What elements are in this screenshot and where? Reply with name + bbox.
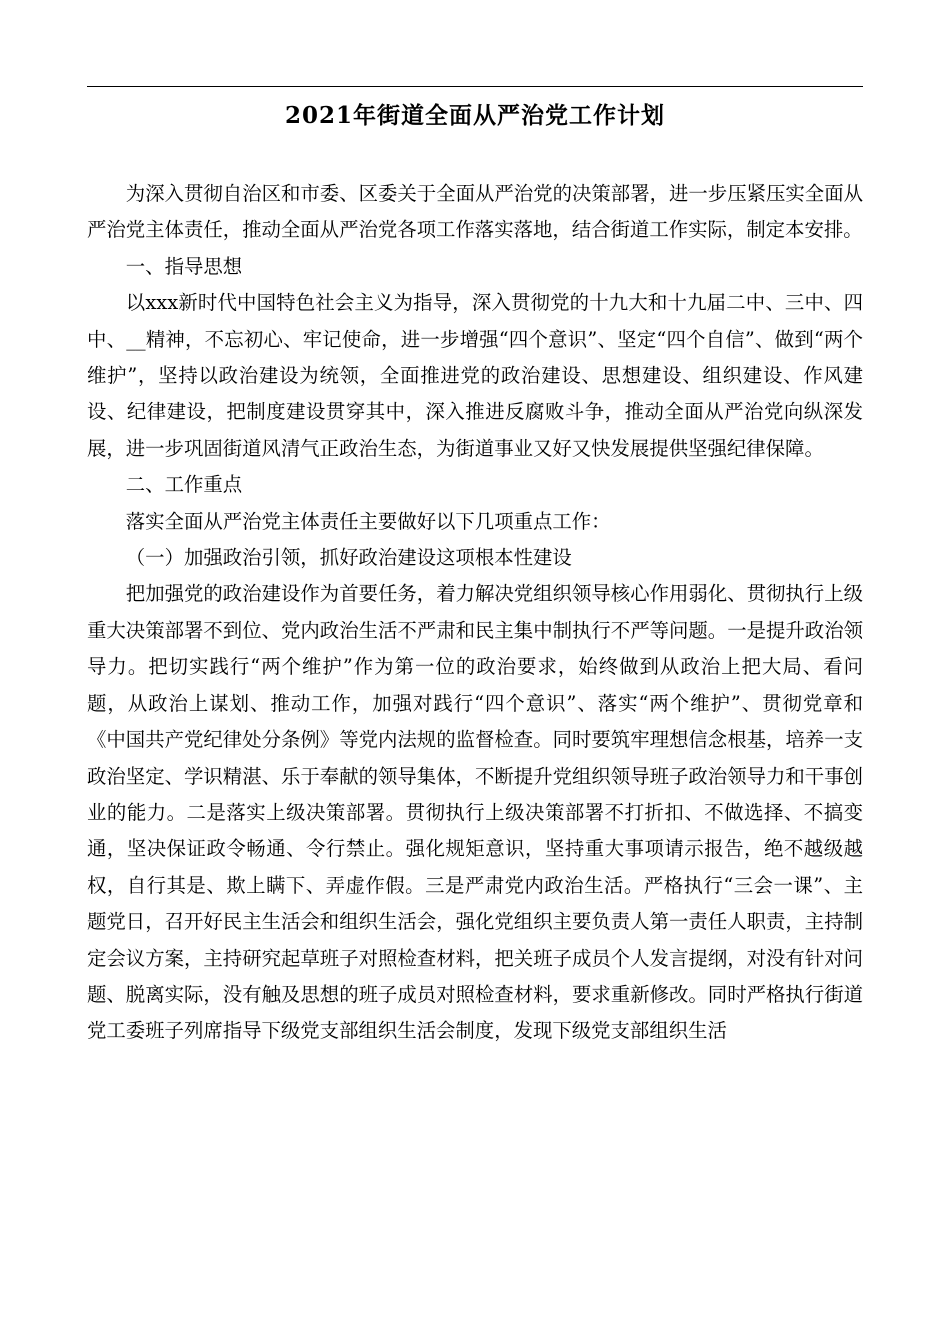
header-rule: [87, 86, 863, 87]
work-focus-intro-paragraph: 落实全面从严治党主体责任主要做好以下几项重点工作：: [125, 509, 611, 533]
section-heading-work-focus: 二、工作重点: [125, 473, 243, 497]
guiding-thought-paragraph: 以xxx新时代中国特色社会主义为指导，深入贯彻党的十九大和十九届二中、三中、四中、__精神，不忘初心、牢记使命，进一步增强“四个意识”、坚定“四个自信”、做到“两个维护”，坚持以政治建设为统领，全面推进党的政治建设、思想建设、组织建设、作风建设、纪律建设，把制度建设贯穿其中，深入推进反腐败斗争，推动全面从严治党向纵深发展，进一步巩固街道风清气正政治生态，为街道事业又好又快发展提供坚强纪律保障。: [87, 291, 863, 460]
subsection-heading-political-leadership: （一）加强政治引领，抓好政治建设这项根本性建设: [125, 546, 572, 570]
political-building-paragraph: 把加强党的政治建设作为首要任务，着力解决党组织领导核心作用弱化、贯彻执行上级重大决策部署不到位、党内政治生活不严肃和民主集中制执行不严等问题。一是提升政治领导力。把切实践行“两个维护”作为第一位的政治要求，始终做到从政治上把大局、看问题，从政治上谋划、推动工作，加强对践行“四个意识”、落实“两个维护”、贯彻党章和《中国共产党纪律处分条例》等党内法规的监督检查。同时要筑牢理想信念根基，培养一支政治坚定、学识精湛、乐于奉献的领导集体，不断提升党组织领导班子政治领导力和干事创业的能力。二是落实上级决策部署。贯彻执行上级决策部署不打折扣、不做选择、不搞变通，坚决保证政令畅通、令行禁止。强化规矩意识，坚持重大事项请示报告，绝不越级越权，自行其是、欺上瞒下、弄虚作假。三是严肃党内政治生活。严格执行“三会一课”、主题党日，召开好民主生活会和组织生活会，强化党组织主要负责人第一责任人职责，主持制定会议方案，主持研究起草班子对照检查材料，把关班子成员个人发言提纲，对没有针对问题、脱离实际，没有触及思想的班子成员对照检查材料，要求重新修改。同时严格执行街道党工委班子列席指导下级党支部组织生活会制度，发现下级党支部组织生活: [87, 582, 863, 1043]
document-body: [87, 176, 863, 1050]
document-title: 2021年街道全面从严治党工作计划: [284, 102, 665, 129]
intro-paragraph: 为深入贯彻自治区和市委、区委关于全面从严治党的决策部署，进一步压紧压实全面从严治党主体责任，推动全面从严治党各项工作落实落地，结合街道工作实际，制定本安排。: [87, 182, 863, 242]
section-heading-guiding-thought: 一、指导思想: [125, 254, 243, 278]
